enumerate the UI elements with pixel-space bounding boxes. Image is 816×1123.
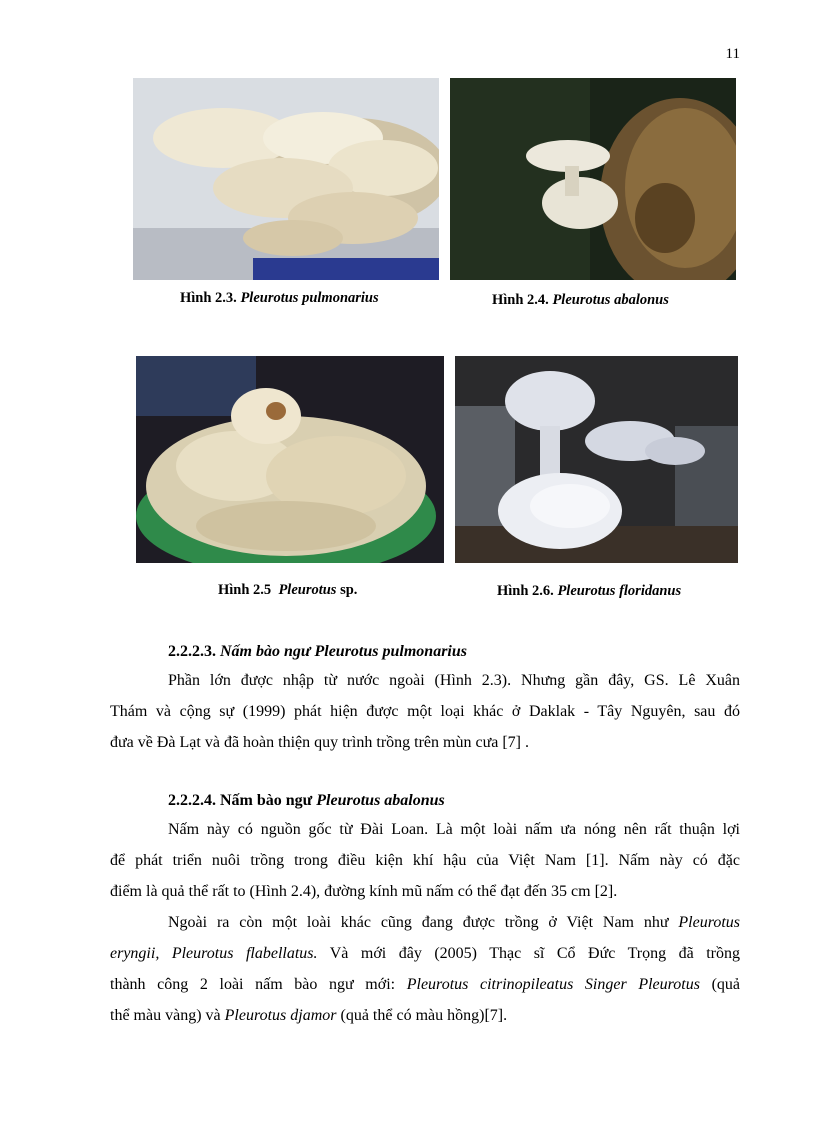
figure-2-5-caption: [218, 582, 357, 599]
paragraph-line: để phát triển nuôi trồng trong điều kiện khí hậu của Việt Nam [1]. Nấm này có đặc: [110, 852, 740, 869]
text: Ngoài ra còn một loài khác cũng đang được trồng ở Việt Nam như: [168, 914, 669, 931]
section-title-species: Pleurotus abalonus: [316, 792, 445, 809]
paragraph-line: Nấm này có nguồn gốc từ Đài Loan. Là một loài nấm ưa nóng nên rất thuận lợi: [168, 821, 740, 838]
section-heading-2-2-2-3: [168, 643, 467, 661]
paragraph-line: [110, 907, 740, 938]
section-2-2-2-4-paragraph-2: [110, 907, 740, 1031]
figure-suffix: sp.: [340, 582, 358, 598]
figure-2-5-image: [136, 356, 444, 563]
figure-species: Pleurotus floridanus: [557, 583, 682, 599]
section-2-2-2-3-paragraph: [110, 665, 740, 758]
species: eryngii, Pleurotus flabellatus.: [110, 945, 318, 962]
paragraph-line: Thám và cộng sự (1999) phát hiện được một loại khác ở Daklak - Tây Nguyên, sau đó: [110, 703, 740, 720]
paragraph-line: [110, 938, 740, 969]
section-title: Nấm bào ngư: [220, 792, 313, 809]
paragraph-line: [110, 1000, 740, 1031]
figure-species: Pleurotus: [278, 582, 337, 598]
text: (quả: [711, 976, 741, 993]
white-mushroom-photo: [455, 356, 738, 563]
figure-2-4-image: [450, 78, 736, 280]
figure-2-6-image: [455, 356, 738, 563]
figure-2-6-caption: [497, 583, 681, 600]
section-heading-2-2-2-4: [168, 792, 445, 810]
paragraph-line: Phần lớn được nhập từ nước ngoài (Hình 2.3). Nhưng gần đây, GS. Lê Xuân: [168, 672, 740, 689]
mushroom-on-log-photo: [450, 78, 736, 280]
figure-label: Hình 2.4.: [492, 292, 549, 308]
paragraph-line: điểm là quả thể rất to (Hình 2.4), đường kính mũ nấm có thể đạt đến 35 cm [2].: [110, 883, 618, 900]
oyster-mushroom-cluster-photo: [133, 78, 439, 280]
figure-2-4-caption: [492, 292, 669, 309]
text: thành công 2 loài nấm bào ngư mới:: [110, 976, 396, 993]
figure-species: Pleurotus abalonus: [552, 292, 669, 308]
figure-2-3-image: [133, 78, 439, 280]
section-title: Nấm bào ngư Pleurotus pulmonarius: [220, 643, 467, 660]
figure-species: Pleurotus pulmonarius: [240, 290, 379, 306]
page-number: 11: [725, 46, 740, 62]
mushroom-basket-photo: [136, 356, 444, 563]
figure-label: Hình 2.5: [218, 582, 272, 598]
section-number: 2.2.2.3.: [168, 643, 216, 660]
text: (quả thể có màu hồng)[7].: [340, 1007, 508, 1024]
species: Pleurotus djamor: [224, 1007, 337, 1024]
section-2-2-2-4-paragraph-1: [110, 814, 740, 907]
figure-label: Hình 2.6.: [497, 583, 554, 599]
text: thể màu vàng) và: [110, 1007, 221, 1024]
species: Pleurotus: [678, 914, 741, 931]
paragraph-line: đưa về Đà Lạt và đã hoàn thiện quy trình trồng trên mùn cưa [7] .: [110, 734, 529, 751]
species: Pleurotus citrinopileatus Singer Pleurotus: [406, 976, 700, 993]
text: Và mới đây (2005) Thạc sĩ Cổ Đức Trọng đã trồng: [329, 945, 741, 962]
section-number: 2.2.2.4.: [168, 792, 216, 809]
figure-2-3-caption: [180, 290, 379, 307]
figure-label: Hình 2.3.: [180, 290, 237, 306]
paragraph-line: [110, 969, 740, 1000]
